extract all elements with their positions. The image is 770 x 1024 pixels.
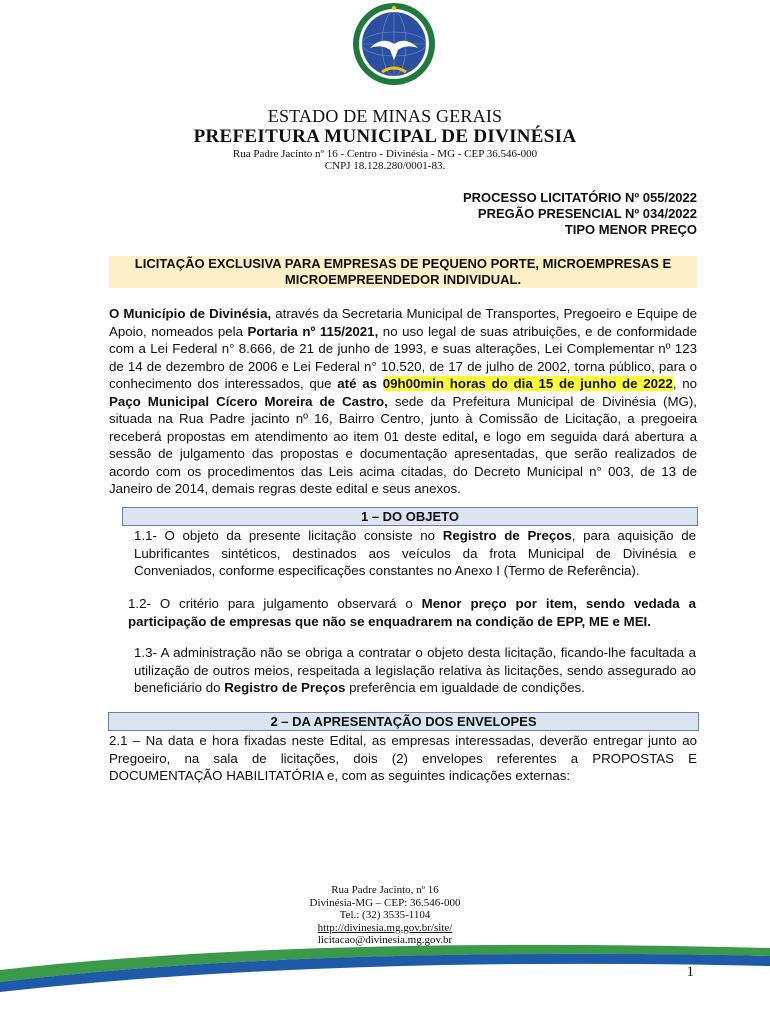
item-1-1 bbox=[134, 527, 696, 580]
intro-text-1: através da Secretaria Municipal de Transportes, Pregoeiro e Equipe de Apoio, nomeados pela bbox=[109, 306, 697, 339]
item-1-3-text-2: preferência em igualdade de condições. bbox=[345, 680, 585, 695]
item-1-1-text-1: 1.1- O objeto da presente licitação consiste no bbox=[134, 528, 443, 543]
header-cnpj: CNPJ 18.128.280/0001-83. bbox=[324, 160, 446, 172]
item-1-3-bold: Registro de Preços bbox=[224, 680, 346, 695]
item-1-1-bold: Registro de Preços bbox=[442, 528, 572, 543]
municipal-seal-logo bbox=[352, 2, 436, 86]
state-name: ESTADO DE MINAS GERAIS bbox=[267, 106, 503, 126]
section-2-heading: 2 – DA APRESENTAÇÃO DOS ENVELOPES bbox=[108, 712, 699, 731]
exclusive-notice bbox=[109, 256, 697, 288]
footer-address: Rua Padre Jacinto, nº 16 bbox=[331, 884, 439, 896]
item-1-2 bbox=[128, 595, 696, 630]
item-1-2-text: 1.2- O critério para julgamento observará o bbox=[128, 596, 422, 611]
header-address: Rua Padre Jacinto nº 16 - Centro - Divinésia - MG - CEP 36.546-000 bbox=[232, 148, 538, 160]
item-1-1-text-2: , para aquisição de Lubrificantes sintéticos, destinados aos veículos da frota Municipal de Divinésia e Conveniados, conforme especificações constantes no Anexo I (Termo de Referência). bbox=[134, 528, 696, 578]
intro-bold-3: até as bbox=[337, 376, 383, 391]
exclusive-notice-line1: LICITAÇÃO EXCLUSIVA PARA EMPRESAS DE PEQUENO PORTE, MICROEMPRESAS E bbox=[134, 256, 672, 271]
intro-highlight-date: 09h00min horas do dia 15 de junho de 2022 bbox=[382, 376, 673, 391]
intro-bold-4: Paço Municipal Cícero Moreira de Castro, bbox=[109, 393, 388, 409]
item-1-3 bbox=[134, 644, 696, 697]
item-2-1: 2.1 – Na data e hora fixadas neste Edital, as empresas interessadas, deverão entregar junto ao Pregoeiro, na sala de licitações, dois (2) envelopes referentes a PROPOSTAS E DOCUMENTAÇÃO HABILITATÓRIA e, com as seguintes indicações externas: bbox=[109, 733, 697, 783]
intro-text-2: no uso legal de suas atribuições, e de conformidade com a Lei Federal n° 8.666, de 21 de junho de 1993, e suas alterações, Lei Complementar nº 123 de 14 de dezembro de 2006 e Lei Federal n° 10.520, de 17 de julho de 2002, torna público, para o conhecimento dos interessados, que bbox=[109, 323, 697, 391]
page-number: 1 bbox=[686, 964, 694, 980]
exclusive-notice-line2: MICROEMPREENDEDOR INDIVIDUAL. bbox=[284, 272, 522, 287]
footer-city: Divinésia-MG – CEP: 36.546-000 bbox=[309, 896, 461, 909]
pregao-number: PREGÃO PRESENCIAL Nº 034/2022 bbox=[477, 206, 697, 221]
footer-wave-decoration bbox=[0, 930, 770, 1024]
intro-bold-2: Portaria nº 115/2021, bbox=[247, 323, 379, 339]
footer-site-link[interactable]: http://divinesia.mg.gov.br/site/ bbox=[317, 921, 453, 934]
item-1-3-text-1: 1.3- A administração não se obriga a contratar o objeto desta licitação, ficando-lhe facultada a utilização de outros meios, respeitada a legislação relativa às licitações, sendo assegurado ao beneficiário do bbox=[134, 645, 696, 695]
section-1-heading: 1 – DO OBJETO bbox=[122, 507, 698, 526]
intro-bold-1: O Município de Divinésia, bbox=[109, 306, 272, 321]
intro-text-3: , no bbox=[672, 376, 698, 391]
item-1-2-bold: Menor preço por item, sendo vedada a participação de empresas que não se enquadrarem na condição de EPP, ME e MEI. bbox=[128, 596, 696, 629]
intro-text-4: sede da Prefeitura Municipal de Divinésia (MG), situada na Rua Padre jacinto nº 16, Bairro Centro, junto à Comissão de Licitação, a pregoeira receberá propostas em atendimento ao item 01 deste edital bbox=[109, 393, 697, 444]
footer-email: licitacao@divinesia.mg.gov.br bbox=[317, 934, 453, 946]
intro-text-5: e logo em seguida dará abertura a sessão de julgamento das propostas e documentação apresentadas, que serão realizados de acordo com os procedimentos das Leis acima citadas, do Decreto Municipal n° 003, de 13 de Janeiro de 2014, demais regras deste edital e seus anexos. bbox=[109, 428, 697, 496]
tender-type: TIPO MENOR PREÇO bbox=[564, 222, 697, 237]
footer-phone: Tel.: (32) 3535-1104 bbox=[339, 909, 431, 921]
process-number: PROCESSO LICITATÓRIO Nº 055/2022 bbox=[463, 190, 697, 205]
intro-paragraph bbox=[109, 305, 697, 498]
prefecture-name: PREFEITURA MUNICIPAL DE DIVINÉSIA bbox=[193, 126, 577, 147]
intro-bold-5: , bbox=[474, 428, 478, 444]
